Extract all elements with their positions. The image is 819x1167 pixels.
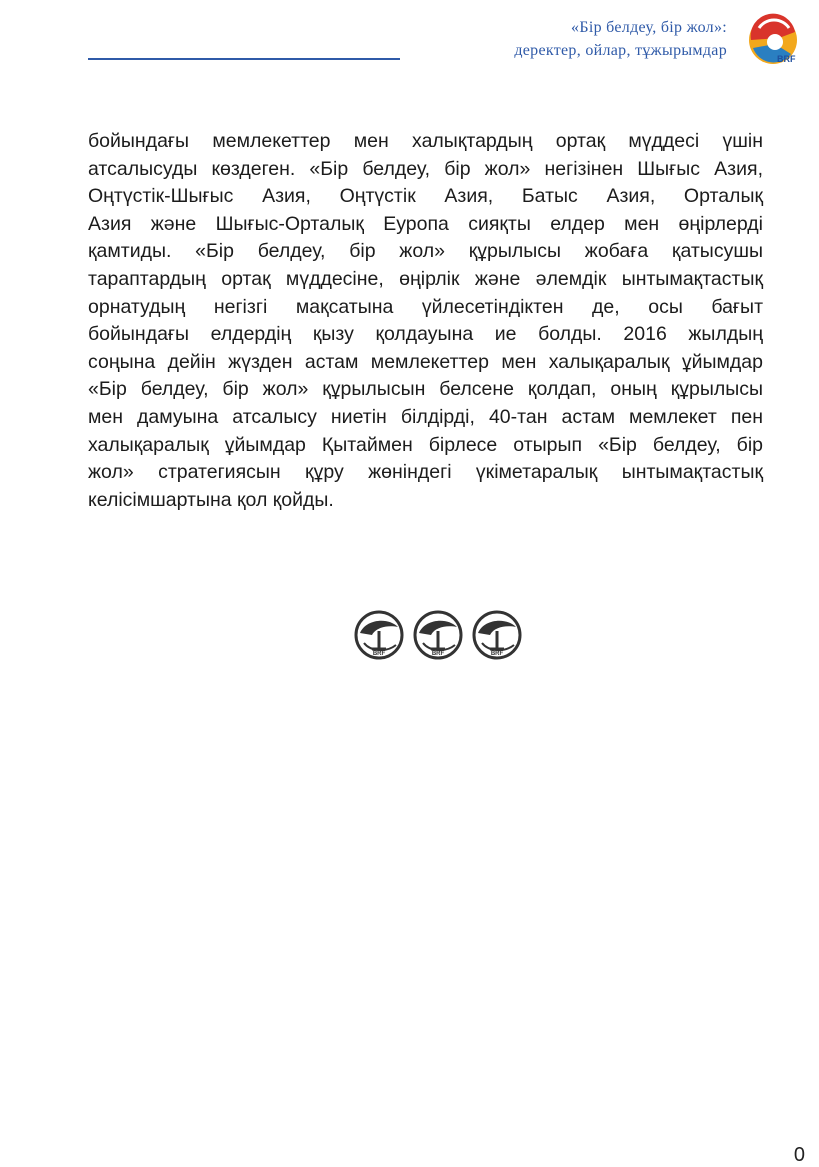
body-line: Оңтүстік-Шығыс Азия, Оңтүстік Азия, Батыс Азия, Орталық: [88, 185, 763, 208]
header-rule: [88, 58, 400, 60]
body-line: халықаралық ұйымдар Қытаймен бірлесе отырып «Бір белдеу, бір: [88, 433, 763, 456]
body-line: «Бір белдеу, бір жол» құрылысын белсене қолдап, оның құрылысы: [88, 378, 763, 401]
body-line: орнатудың негізгі мақсатына үйлесетіндіктен де, осы бағыт: [88, 295, 763, 318]
brf-emblem-icon: [411, 609, 465, 661]
page-number: 0: [793, 1144, 805, 1166]
body-paragraph: [88, 128, 763, 514]
running-header: [397, 16, 727, 62]
brf-emblem-icon: [352, 609, 406, 661]
body-line: жол» стратегиясын құру жөніндегі үкіметаралық ынтымақтастық: [88, 461, 763, 484]
body-line: келісімшартына қол қойды.: [88, 488, 334, 511]
brf-logo-icon: [739, 10, 799, 68]
running-header-line-2: деректер, ойлар, тұжырымдар: [514, 42, 727, 59]
body-line: мен дамуына атсалысу ниетін білдірді, 40-тан астам мемлекет пен: [88, 405, 763, 428]
running-header-line-1: «Бір белдеу, бір жол»:: [571, 19, 727, 36]
body-line: атсалысуды көздеген. «Бір белдеу, бір жол» негізінен Шығыс Азия,: [88, 157, 763, 180]
emblem-label: BRF: [490, 651, 504, 657]
body-line: соңына дейін жүзден астам мемлекеттер мен халықаралық ұйымдар: [88, 350, 763, 373]
body-line: Азия және Шығыс-Орталық Еуропа сияқты елдер мен өңірлерді: [88, 212, 763, 235]
body-line: қамтиды. «Бір белдеу, бір жол» құрылысы жобаға қатысушы: [88, 240, 763, 263]
brf-emblem-icon: [470, 609, 524, 661]
section-ornaments: [352, 609, 524, 661]
body-line: бойындағы елдердің қызу қолдауына ие болды. 2016 жылдың: [88, 323, 763, 346]
emblem-label: BRF: [372, 651, 386, 657]
body-line: бойындағы мемлекеттер мен халықтардың ортақ мүддесі үшін: [88, 130, 763, 152]
logo-text: BRF: [777, 54, 796, 64]
emblem-label: BRF: [431, 651, 445, 657]
body-line: тараптардың ортақ мүддесіне, өңірлік және әлемдік ынтымақтастық: [88, 267, 763, 290]
